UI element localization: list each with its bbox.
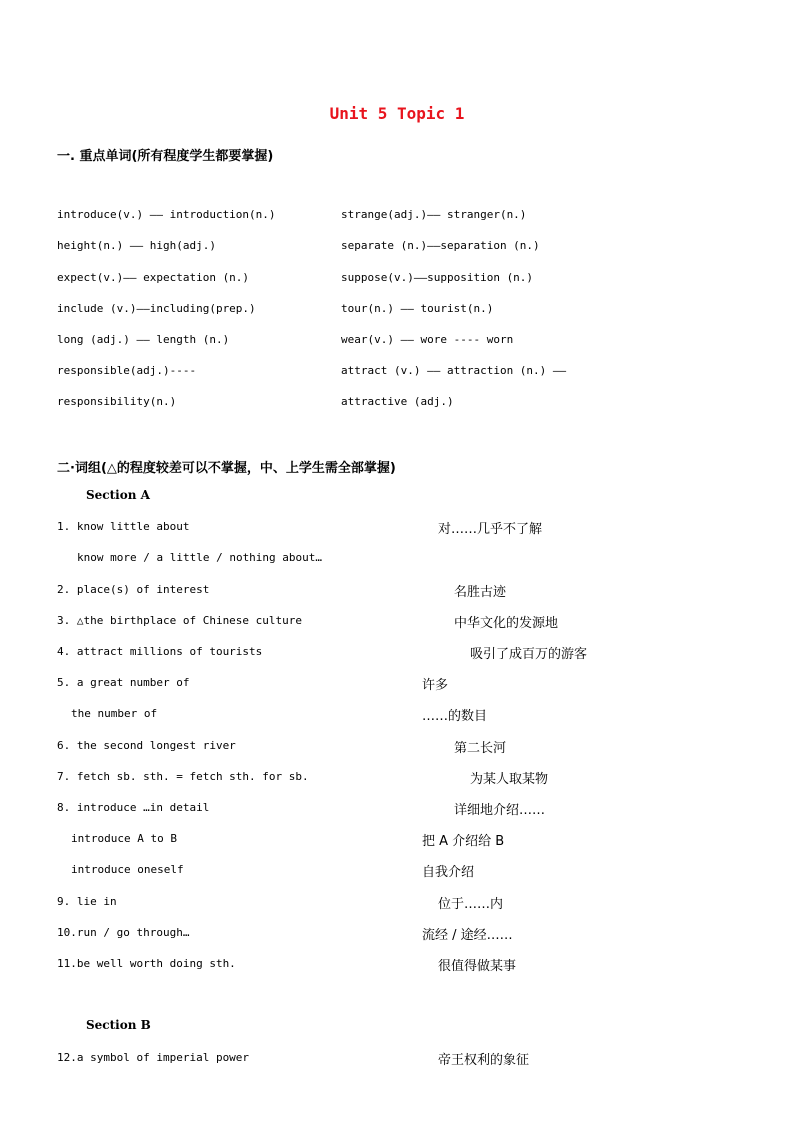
vocab-right: strange(adj.)—— stranger(n.) [341,208,527,221]
phrase-en: introduce oneself [71,863,184,876]
phrase-en: introduce A to B [71,832,177,845]
phrase-en: 2. place(s) of interest [57,583,210,596]
phrase-en: the number of [71,707,158,720]
phrase-zh: 对……几乎不了解 [438,522,543,537]
phrase-zh: 许多 [422,678,449,693]
phrase-en: 6. the second longest river [57,739,236,752]
vocab-left: expect(v.)—— expectation (n.) [57,271,250,284]
phrase-zh: ……的数目 [422,709,488,724]
vocab-right: wear(v.) —— wore ---- worn [341,333,514,346]
heading-phrases: 二·词组(△的程度较差可以不掌握，中、上学生需全部掌握) [57,461,396,476]
phrase-zh: 流经 / 途经…… [422,928,513,943]
phrase-en: 9. lie in [57,895,117,908]
phrase-en: 10.run / go through… [57,926,190,939]
section-a-label: Section A [86,488,150,502]
phrase-en: 3. △the birthplace of Chinese culture [57,614,303,627]
page-title: Unit 5 Topic 1 [329,104,465,123]
phrase-en: 5. a great number of [57,676,190,689]
phrase-en: 11.be well worth doing sth. [57,957,236,970]
vocab-right: tour(n.) —— tourist(n.) [341,302,494,315]
phrase-en: know more / a little / nothing about… [77,551,323,564]
phrase-zh: 为某人取某物 [470,772,549,787]
vocab-right: separate (n.)——separation (n.) [341,239,540,252]
phrase-en: 12.a symbol of imperial power [57,1051,250,1064]
vocab-right: attractive (adj.) [341,395,454,408]
vocab-left: responsible(adj.)---- [57,364,197,377]
vocab-right: attract (v.) —— attraction (n.) —— [341,364,567,377]
vocab-left: height(n.) —— high(adj.) [57,239,216,252]
phrase-zh: 自我介绍 [422,865,475,880]
heading-key-words: 一. 重点单词(所有程度学生都要掌握) [57,149,274,164]
phrase-zh: 第二长河 [454,741,507,756]
phrase-zh: 名胜古迹 [454,585,507,600]
vocab-left: introduce(v.) —— introduction(n.) [57,208,276,221]
section-b-label: Section B [86,1018,151,1032]
phrase-en: 1. know little about [57,520,190,533]
phrase-zh: 帝王权利的象征 [438,1053,530,1068]
phrase-en: 4. attract millions of tourists [57,645,263,658]
vocab-left: include (v.)——including(prep.) [57,302,256,315]
vocab-left: long (adj.) —— length (n.) [57,333,230,346]
phrase-zh: 把 A 介绍给 B [422,834,505,849]
vocab-left: responsibility(n.) [57,395,177,408]
phrase-en: 8. introduce …in detail [57,801,210,814]
phrase-zh: 吸引了成百万的游客 [470,647,588,662]
phrase-zh: 中华文化的发源地 [454,616,559,631]
vocab-right: suppose(v.)——supposition (n.) [341,271,534,284]
phrase-zh: 详细地介绍…… [454,803,546,818]
phrase-en: 7. fetch sb. sth. = fetch sth. for sb. [57,770,309,783]
phrase-zh: 位于……内 [438,897,504,912]
phrase-zh: 很值得做某事 [438,959,517,974]
